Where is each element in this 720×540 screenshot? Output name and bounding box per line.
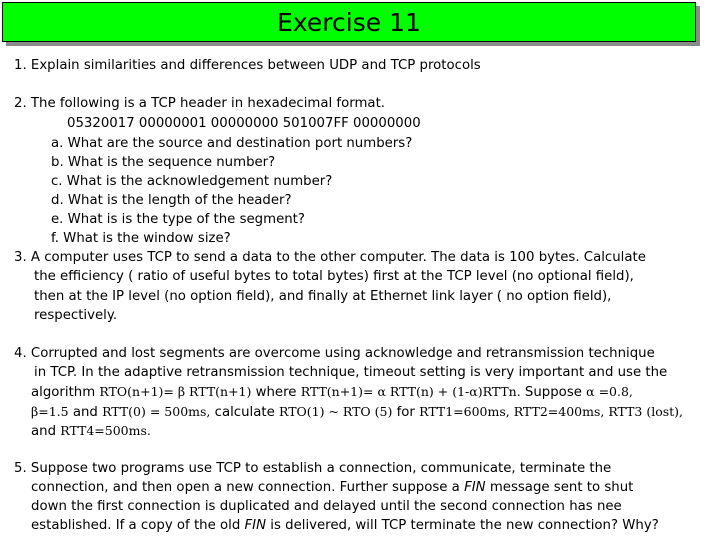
question-2-intro: 2. The following is a TCP header in hexadecimal format. (14, 96, 386, 111)
question-5-line-1: 5. Suppose two programs use TCP to establish a connection, communicate, terminate the (14, 461, 612, 476)
text: where (251, 385, 301, 400)
text: for (392, 405, 420, 420)
question-2f: f. What is the window size? (51, 231, 231, 246)
beta-value: β=1.5 (31, 404, 69, 419)
text: established. If a copy of the old (31, 518, 245, 533)
rto-range: RTO(1) ~ RTO (5) (279, 404, 393, 419)
question-4-line-2: in TCP. In the adaptive retransmission technique, timeout setting is very important and use the (34, 365, 668, 380)
question-1: 1. Explain similarities and differences between UDP and TCP protocols (14, 58, 481, 73)
tcp-header-hex: 05320017 00000001 00000000 501007FF 00000000 (67, 116, 421, 131)
question-5-line-3: down the first connection is duplicated and delayed until the second connection has nee (31, 499, 622, 514)
question-5-line-2 (31, 478, 633, 497)
question-4-line-5 (31, 421, 151, 441)
rtt-formula: RTT(n+1)= α RTT(n) + (1-α)RTTn. (300, 384, 521, 399)
fin-term: FIN (244, 518, 267, 533)
text: message sent to shut (485, 480, 634, 495)
rtt4-value: RTT4=500ms. (60, 423, 151, 438)
question-2c: c. What is the acknowledgement number? (51, 174, 333, 189)
question-4-line-3 (31, 382, 633, 402)
alpha-value: α =0.8, (586, 384, 633, 399)
text: and (68, 405, 103, 420)
question-5-line-4 (31, 516, 659, 535)
text: Suppose (520, 385, 587, 400)
text: is delivered, will TCP terminate the new connection? Why? (266, 518, 659, 533)
text: algorithm (31, 385, 100, 400)
question-4-line-1: 4. Corrupted and lost segments are overcome using acknowledge and retransmission technique (14, 346, 655, 361)
question-2d: d. What is the length of the header? (51, 193, 292, 208)
fin-term: FIN (464, 480, 486, 495)
text: and (31, 424, 61, 439)
question-3-line-3: then at the IP level (no option field), and finally at Ethernet link layer ( no option field), (34, 289, 612, 304)
question-3-line-2: the efficiency ( ratio of useful bytes to total bytes) first at the TCP level (no optional field), (34, 269, 634, 284)
rto-formula: RTO(n+1)= β RTT(n+1) (99, 384, 252, 399)
text: connection, and then open a new connection. Further suppose a (31, 480, 465, 495)
title-banner (2, 2, 696, 42)
rtt-values: RTT1=600ms, RTT2=400ms, RTT3 (lost), (419, 404, 684, 419)
question-2b: b. What is the sequence number? (51, 155, 276, 170)
text: calculate (210, 405, 279, 420)
question-3-line-4: respectively. (34, 308, 118, 323)
question-4-line-4 (31, 402, 683, 422)
question-2e: e. What is is the type of the segment? (51, 212, 305, 227)
rtt0-value: RTT(0) = 500ms, (102, 404, 211, 419)
page-title: Exercise 11 (277, 7, 421, 37)
question-2a: a. What are the source and destination port numbers? (51, 136, 413, 151)
question-3-line-1: 3. A computer uses TCP to send a data to the other computer. The data is 100 bytes. Calculate (14, 250, 646, 265)
